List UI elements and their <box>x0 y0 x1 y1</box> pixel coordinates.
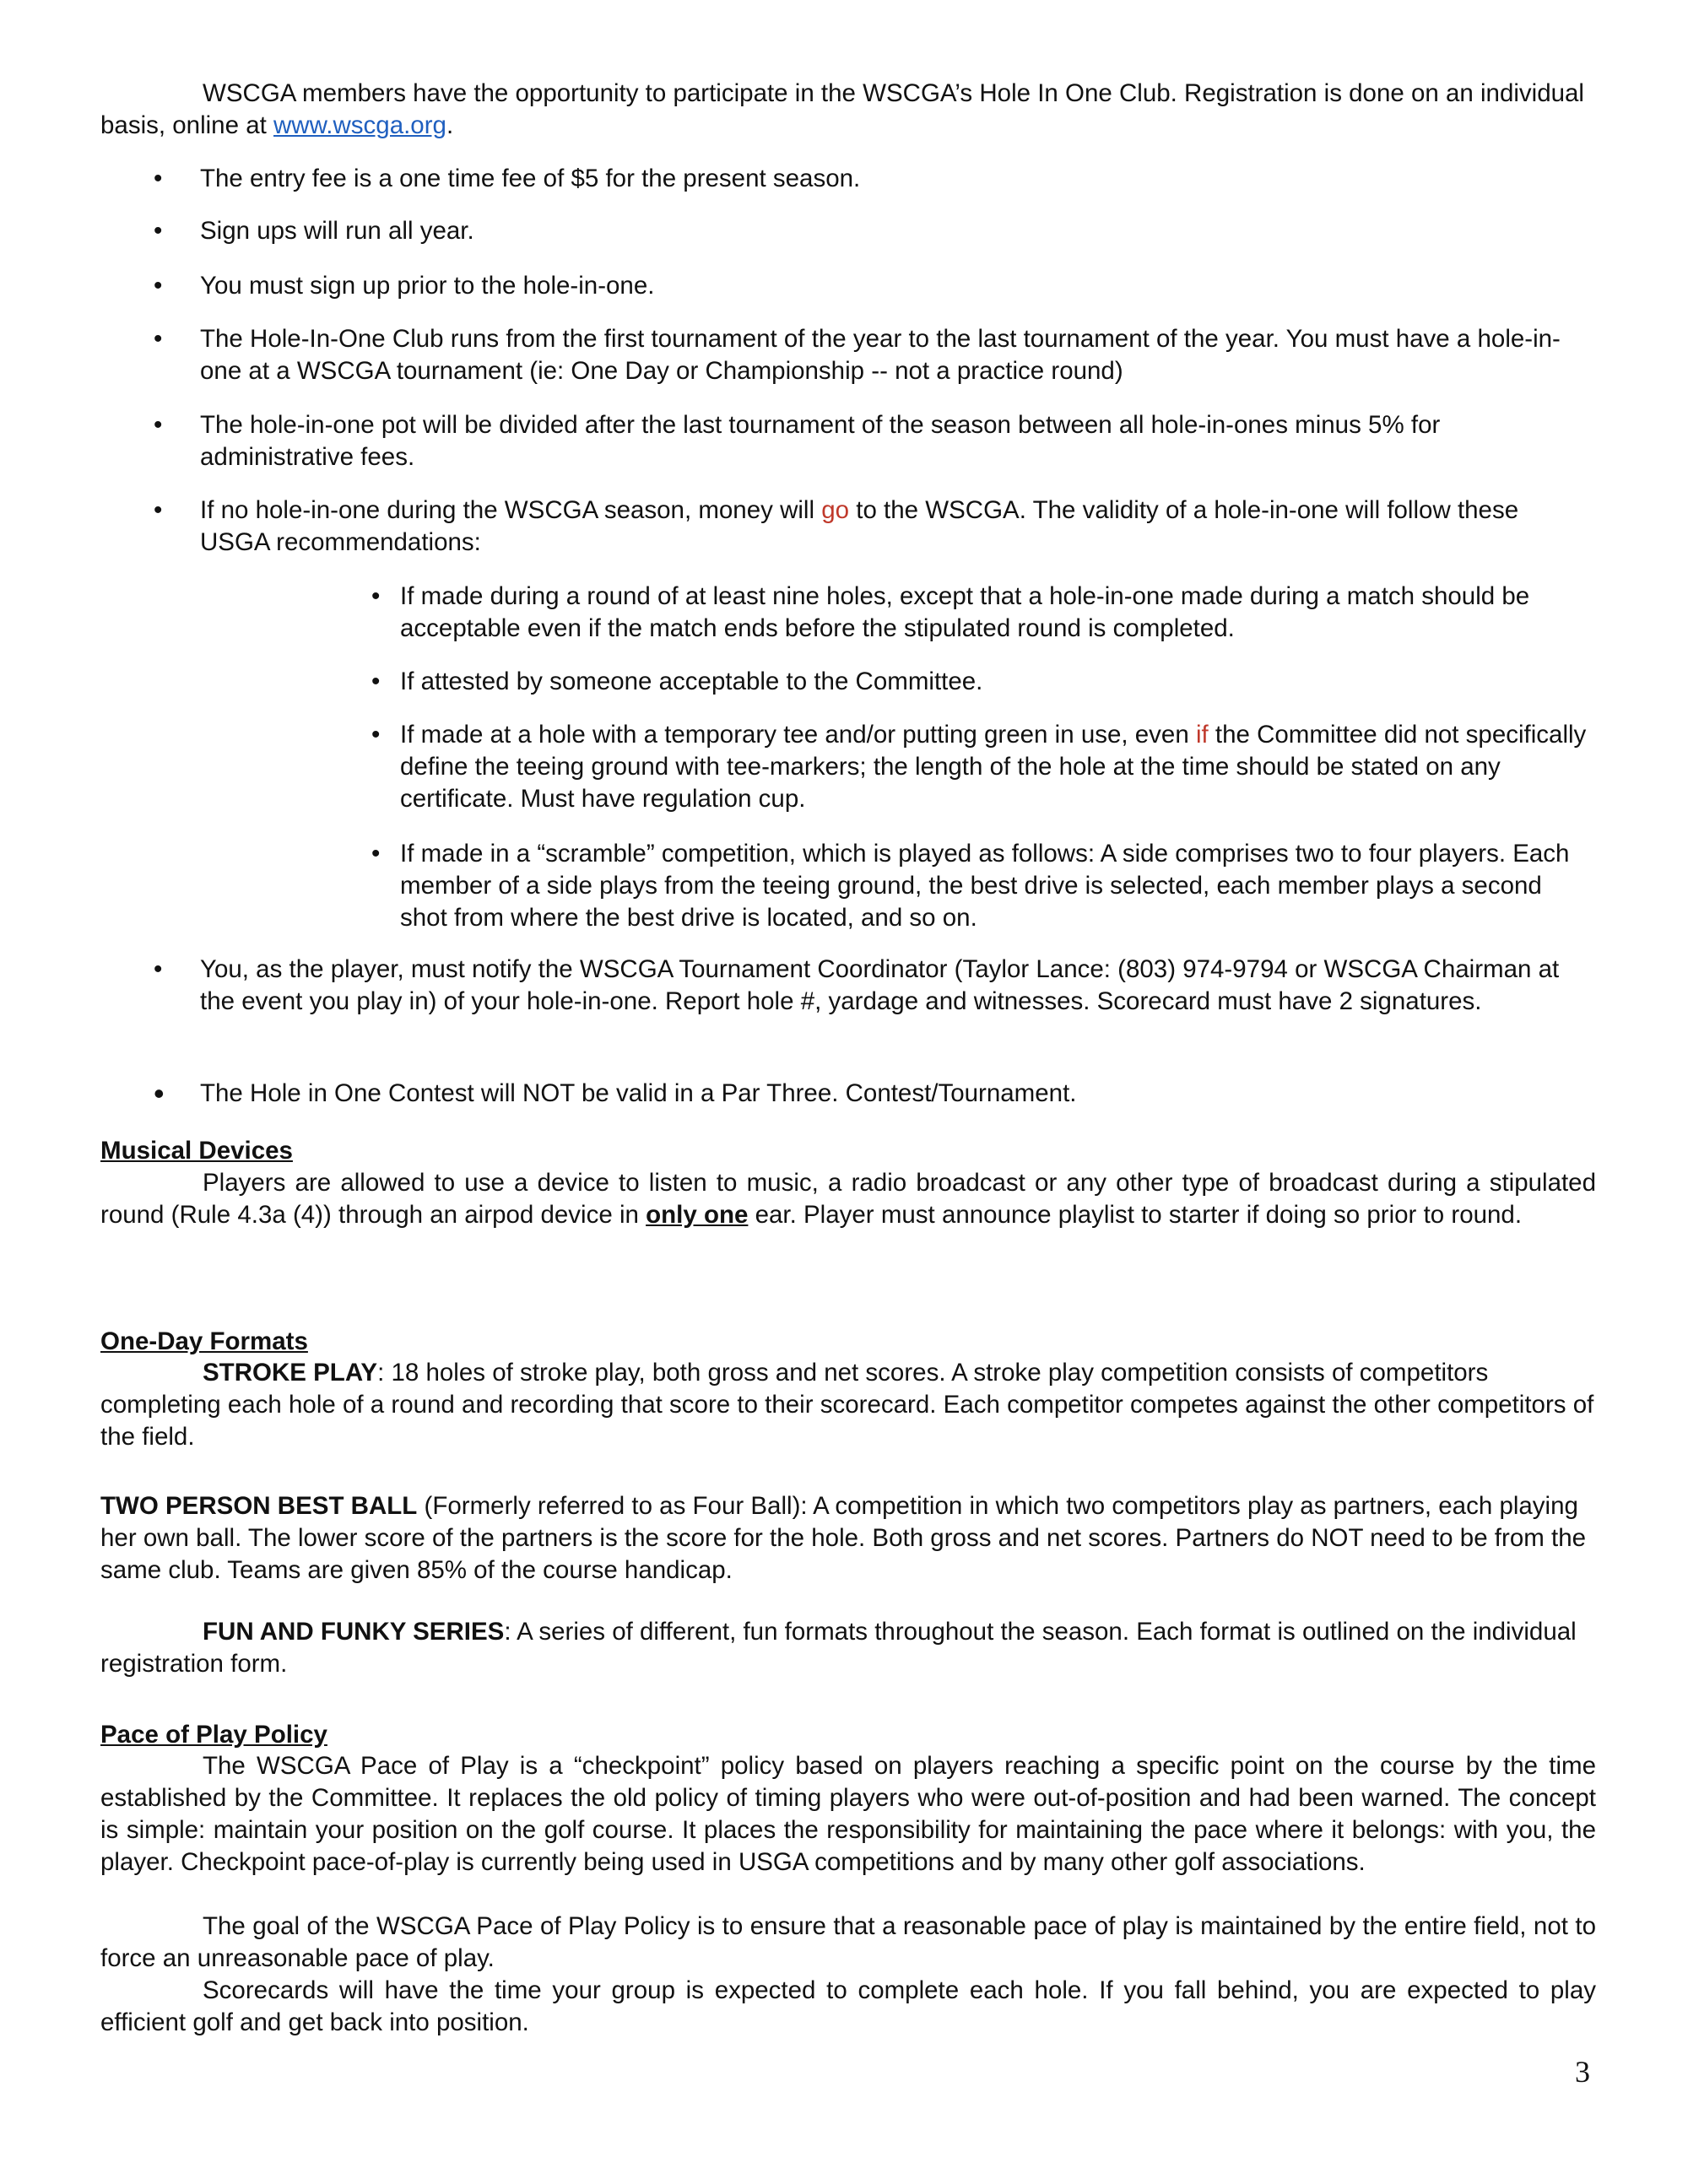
sub-list-item-text: If attested by someone acceptable to the Committee. <box>400 668 983 695</box>
bullet-icon: • <box>154 272 163 300</box>
text-run: to the WSCGA. The validity of a hole-in-one will follow these USGA recommendations: <box>200 496 1519 556</box>
bullet-icon: • <box>371 840 381 868</box>
list-item-text <box>200 495 1584 559</box>
bullet-icon: • <box>154 325 163 353</box>
red-text-run: go <box>821 496 850 524</box>
sub-list-item-text: If made during a round of at least nine holes, except that a hole-in-one made during a match should be acceptable even if the match ends before the stipulated round is completed. <box>400 582 1530 642</box>
bullet-icon: • <box>154 165 163 192</box>
one-day-formats-heading: One-Day Formats <box>100 1327 308 1355</box>
pace-of-play-heading: Pace of Play Policy <box>100 1721 327 1749</box>
text-run: (Formerly referred to as Four Ball): A competition in which two competitors play as partners, each playing her own ball. The lower score of the partners is the score for the hole. Both gross and net scores. Partners do NOT need to be from the same club. Teams are given 85% of the course handicap. <box>100 1492 1587 1584</box>
list-item-text: You, as the player, must notify the WSCGA Tournament Coordinator (Taylor Lance: (803) 974-9794 or WSCGA Chairman at the event you play in) of your hole-in-one. Report hole #, yardage and witnesses. Scorecard must have 2 signatures. <box>200 955 1560 1015</box>
best-ball-label: TWO PERSON BEST BALL <box>100 1492 418 1520</box>
sub-list-item-text: If made in a “scramble” competition, which is played as follows: A side comprises two to four players. Each member of a side plays from the teeing ground, the best drive is selected, each member plays a second shot from where the best drive is located, and so on. <box>400 840 1570 932</box>
fun-series-label: FUN AND FUNKY SERIES <box>203 1618 505 1646</box>
wscga-link[interactable]: www.wscga.org <box>273 111 446 139</box>
fun-series-paragraph <box>100 1616 1596 1680</box>
pace-paragraph-3: Scorecards will have the time your group is expected to complete each hole. If you fall behind, you are expected to play efficient golf and get back into position. <box>100 1976 1596 2036</box>
list-item-text: Sign ups will run all year. <box>200 217 474 245</box>
text-run: If no hole-in-one during the WSCGA season, money will <box>200 496 822 524</box>
list-item-text: You must sign up prior to the hole-in-one. <box>200 272 655 300</box>
bullet-icon: • <box>371 582 381 610</box>
musical-devices-heading: Musical Devices <box>100 1137 293 1165</box>
bullet-icon: • <box>371 668 381 695</box>
intro-period: . <box>446 111 454 139</box>
bullet-icon: • <box>154 1076 165 1111</box>
musical-devices-paragraph <box>100 1167 1596 1231</box>
text-run: Players are allowed to use a device to listen to music, a radio broadcast or any other type of broadcast during a stipulated round (Rule 4.3a (4)) through an airpod device in <box>100 1169 1596 1229</box>
stroke-play-paragraph <box>100 1357 1596 1453</box>
bullet-icon: • <box>154 955 163 983</box>
text-run: the Committee did not specifically define the teeing ground with tee-markers; the length of the hole at the time should be stated on any certificate. Must have regulation cup. <box>400 721 1587 813</box>
emphasis-text: only one <box>646 1201 749 1229</box>
list-item-text: The entry fee is a one time fee of $5 for the present season. <box>200 165 861 192</box>
list-item-text: The Hole in One Contest will NOT be valid in a Par Three. Contest/Tournament. <box>200 1079 1077 1107</box>
page-number: 3 <box>1575 2055 1590 2089</box>
bullet-icon: • <box>154 217 163 245</box>
intro-text: WSCGA members have the opportunity to participate in the WSCGA’s Hole In One Club. Registration is done on an individual basis, online at <box>100 79 1584 139</box>
intro-paragraph <box>100 78 1596 142</box>
pace-paragraph-2: The goal of the WSCGA Pace of Play Policy is to ensure that a reasonable pace of play is maintained by the entire field, not to force an unreasonable pace of play. <box>100 1912 1596 1972</box>
bullet-icon: • <box>154 496 163 524</box>
text-run: ear. Player must announce playlist to starter if doing so prior to round. <box>748 1201 1523 1229</box>
best-ball-paragraph <box>100 1490 1596 1587</box>
text-run: : A series of different, fun formats throughout the season. Each format is outlined on the individual registration form. <box>100 1618 1577 1678</box>
list-item-text: The hole-in-one pot will be divided after the last tournament of the season between all hole-in-ones minus 5% for administrative fees. <box>200 411 1441 471</box>
bullet-icon: • <box>371 721 381 749</box>
red-text-run: if <box>1195 721 1209 749</box>
sub-list-item-text <box>400 719 1595 815</box>
bullet-icon: • <box>154 411 163 439</box>
text-run: : 18 holes of stroke play, both gross and net scores. A stroke play competition consists of competitors completing each hole of a round and recording that score to their scorecard. Each competitor competes against the other competitors of the field. <box>100 1359 1594 1451</box>
text-run: If made at a hole with a temporary tee and/or putting green in use, even <box>400 721 1196 749</box>
list-item-text: The Hole-In-One Club runs from the first tournament of the year to the last tournament of the year. You must have a hole-in-one at a WSCGA tournament (ie: One Day or Championship -- not a practice round) <box>200 325 1561 385</box>
stroke-play-label: STROKE PLAY <box>203 1359 378 1387</box>
pace-paragraph-1: The WSCGA Pace of Play is a “checkpoint” policy based on players reaching a specific point on the course by the time established by the Committee. It replaces the old policy of timing players who were out-of-position and had been warned. The concept is simple: maintain your position on the golf course. It places the responsibility for maintaining the pace where it belongs: with you, the player. Checkpoint pace-of-play is currently being used in USGA competitions and by many other golf associations. <box>100 1752 1596 1876</box>
